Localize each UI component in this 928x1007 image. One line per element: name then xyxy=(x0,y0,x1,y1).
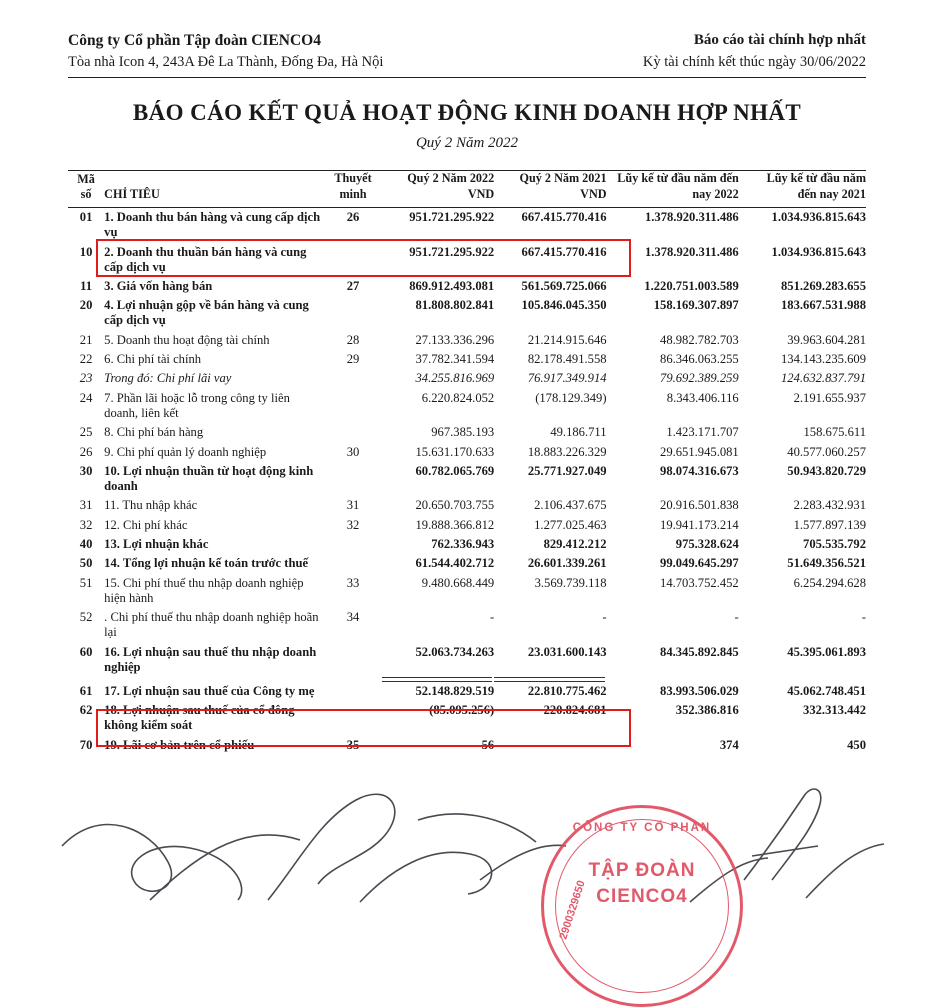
table-row xyxy=(68,350,866,369)
row-ytd-2022: 352.386.816 xyxy=(675,703,739,718)
row-ytd-2021: 2.191.655.937 xyxy=(793,390,866,405)
row-code: 20 xyxy=(79,298,93,313)
row-q2-2021: 76.917.349.914 xyxy=(527,371,607,386)
row-indicator: . Chi phí thuế thu nhập doanh nghiệp hoãn lại xyxy=(104,610,319,640)
row-note: 29 xyxy=(346,352,360,367)
row-ytd-2021: 1.034.936.815.643 xyxy=(771,210,866,225)
row-code: 52 xyxy=(79,610,93,625)
row-q2-2021: 105.846.045.350 xyxy=(521,298,607,313)
row-ytd-2022: 1.423.171.707 xyxy=(666,425,739,440)
row-ytd-2022: 1.220.751.003.589 xyxy=(644,278,739,293)
row-indicator: 2. Doanh thu thuần bán hàng và cung cấp dịch vụ xyxy=(104,244,307,274)
row-q2-2021: (178.129.349) xyxy=(535,390,607,405)
row-code: 51 xyxy=(79,575,93,590)
row-indicator: 10. Lợi nhuận thuần từ hoạt động kinh doanh xyxy=(104,463,314,493)
row-code: 70 xyxy=(79,737,93,752)
col-header-q2-2022 xyxy=(382,171,494,207)
row-q2-2022: 19.888.366.812 xyxy=(415,517,495,532)
row-q2-2022: 27.133.336.296 xyxy=(415,332,495,347)
row-q2-2021: 829.412.212 xyxy=(543,537,607,552)
row-note xyxy=(324,369,382,388)
row-code: 25 xyxy=(79,425,93,440)
row-ytd-2021: 183.667.531.988 xyxy=(780,298,866,313)
row-q2-2021: 49.186.711 xyxy=(550,425,607,440)
row-note xyxy=(324,682,382,701)
row-indicator: 6. Chi phí tài chính xyxy=(104,352,202,367)
row-q2-2022: 52.063.734.263 xyxy=(415,644,495,659)
row-code: 21 xyxy=(79,332,93,347)
row-note xyxy=(324,296,382,330)
table-row xyxy=(68,701,866,735)
row-q2-2021: 2.106.437.675 xyxy=(534,498,607,513)
row-code: 32 xyxy=(79,517,93,532)
col-header-ytd-2021 xyxy=(739,171,866,207)
stamp-line-1: TẬP ĐOÀN xyxy=(588,860,696,881)
table-row xyxy=(68,277,866,296)
row-ytd-2022: 975.328.624 xyxy=(675,537,739,552)
row-ytd-2022: 48.982.782.703 xyxy=(660,332,739,347)
row-q2-2021: - xyxy=(602,610,607,625)
row-ytd-2021: 51.649.356.521 xyxy=(787,556,866,571)
col-header-code-line2: số xyxy=(80,186,92,201)
col-header-q2-2021 xyxy=(494,171,606,207)
row-code: 01 xyxy=(79,210,93,225)
row-indicator: 19. Lãi cơ bản trên cổ phiếu xyxy=(104,737,255,752)
row-indicator: 17. Lợi nhuận sau thuế của Công ty mẹ xyxy=(104,683,315,698)
table-row xyxy=(68,642,866,676)
table-body xyxy=(68,207,866,754)
row-q2-2022: 6.220.824.052 xyxy=(421,390,495,405)
row-ytd-2022: 19.941.173.214 xyxy=(660,517,739,532)
table-row xyxy=(68,330,866,349)
row-q2-2021: 25.771.927.049 xyxy=(527,463,607,478)
table-row xyxy=(68,496,866,515)
stamp-arc-text: CÔNG TY CỔ PHẦN xyxy=(572,822,712,834)
row-note xyxy=(324,389,382,423)
row-q2-2022: 20.650.703.755 xyxy=(415,498,495,513)
row-note: 30 xyxy=(346,444,360,459)
col-header-q2-2022-line1: Quý 2 Năm 2022 xyxy=(407,171,495,186)
row-ytd-2021: 39.963.604.281 xyxy=(787,332,866,347)
table-row xyxy=(68,242,866,276)
row-ytd-2021: 124.632.837.791 xyxy=(780,371,866,386)
table-row xyxy=(68,515,866,534)
row-code: 26 xyxy=(79,444,93,459)
row-q2-2022: 762.336.943 xyxy=(431,537,495,552)
row-q2-2022: 56 xyxy=(481,737,495,752)
row-indicator: 8. Chi phí bán hàng xyxy=(104,425,204,440)
row-q2-2021: 1.277.025.463 xyxy=(534,517,607,532)
row-note: 35 xyxy=(346,737,360,752)
row-ytd-2022: 99.049.645.297 xyxy=(660,556,739,571)
row-code: 62 xyxy=(79,703,93,718)
col-header-indicator: CHỈ TIÊU xyxy=(104,186,160,201)
row-indicator: 5. Doanh thu hoạt động tài chính xyxy=(104,332,270,347)
row-q2-2021: 561.569.725.066 xyxy=(521,278,607,293)
row-indicator: 13. Lợi nhuận khác xyxy=(104,537,209,552)
row-code: 31 xyxy=(79,498,93,513)
col-header-q2-2021-line1: Quý 2 Năm 2021 xyxy=(519,171,607,186)
row-code: 61 xyxy=(79,683,93,698)
stamp-inner-ring xyxy=(555,819,729,993)
row-q2-2021: 667.415.770.416 xyxy=(521,244,607,259)
row-note: 34 xyxy=(346,610,360,625)
row-ytd-2021: 1.577.897.139 xyxy=(793,517,866,532)
row-q2-2022: (85.095.256) xyxy=(429,703,495,718)
income-statement-table xyxy=(68,170,866,754)
table-row xyxy=(68,574,866,608)
row-indicator: 4. Lợi nhuận gộp về bán hàng và cung cấp dịch vụ xyxy=(104,298,309,328)
stamp-line-2: CIENCO4 xyxy=(596,886,688,907)
row-note: 31 xyxy=(346,498,360,513)
table-row xyxy=(68,462,866,496)
table-row xyxy=(68,735,866,754)
row-note xyxy=(324,242,382,276)
row-ytd-2022: 98.074.316.673 xyxy=(660,463,739,478)
col-header-q2-2021-unit: VND xyxy=(580,186,607,201)
document-header xyxy=(68,30,866,78)
row-ytd-2022: 8.343.406.116 xyxy=(666,390,739,405)
row-q2-2022: 951.721.295.922 xyxy=(409,244,495,259)
row-q2-2022: 34.255.816.969 xyxy=(415,371,495,386)
row-ytd-2022: 86.346.063.255 xyxy=(660,352,739,367)
table-row xyxy=(68,535,866,554)
col-header-note-line1: Thuyết xyxy=(334,171,372,186)
table-row xyxy=(68,554,866,573)
row-q2-2022: 951.721.295.922 xyxy=(409,210,495,225)
row-note: 32 xyxy=(346,517,360,532)
row-q2-2022: 967.385.193 xyxy=(431,425,495,440)
row-note: 28 xyxy=(346,332,360,347)
row-note xyxy=(324,701,382,735)
row-code: 60 xyxy=(79,644,93,659)
header-left-block xyxy=(68,30,383,73)
row-q2-2022: 61.544.402.712 xyxy=(415,556,495,571)
row-ytd-2022: 79.692.389.259 xyxy=(660,371,739,386)
row-indicator: 3. Giá vốn hàng bán xyxy=(104,278,213,293)
row-code: 22 xyxy=(79,352,93,367)
row-ytd-2021: 705.535.792 xyxy=(803,537,866,552)
row-ytd-2022: 158.169.307.897 xyxy=(653,298,739,313)
stamp-tax-code: 2900329650 xyxy=(557,879,588,941)
row-ytd-2022: 14.703.752.452 xyxy=(660,575,739,590)
row-indicator: 11. Thu nhập khác xyxy=(104,498,198,513)
col-header-code-line1: Mã xyxy=(77,171,95,186)
table-header xyxy=(68,171,866,208)
row-q2-2021 xyxy=(494,735,606,754)
row-note xyxy=(324,423,382,442)
row-ytd-2021: 2.283.432.931 xyxy=(793,498,866,513)
row-note xyxy=(324,554,382,573)
company-stamp xyxy=(541,805,743,1007)
table-row xyxy=(68,369,866,388)
row-ytd-2021: 450 xyxy=(847,737,866,752)
row-ytd-2022: 1.378.920.311.486 xyxy=(644,244,739,259)
row-code: 30 xyxy=(79,463,93,478)
row-code: 50 xyxy=(79,556,93,571)
row-q2-2022: 9.480.668.449 xyxy=(421,575,495,590)
row-q2-2021: 22.810.775.462 xyxy=(527,683,607,698)
row-indicator: 16. Lợi nhuận sau thuế thu nhập doanh nghiệp xyxy=(104,644,317,674)
row-ytd-2022: 374 xyxy=(719,737,739,752)
row-indicator: 18. Lợi nhuận sau thuế của cổ đông không kiểm soát xyxy=(104,703,295,733)
table-row xyxy=(68,389,866,423)
row-ytd-2021: - xyxy=(861,610,866,625)
col-header-note xyxy=(324,171,382,207)
table-row xyxy=(68,682,866,701)
row-ytd-2022: 84.345.892.845 xyxy=(660,644,739,659)
company-name: Công ty Cổ phần Tập đoàn CIENCO4 xyxy=(68,32,321,49)
col-header-note-line2: minh xyxy=(339,186,367,201)
row-ytd-2022: 1.378.920.311.486 xyxy=(644,210,739,225)
col-header-q2-2022-unit: VND xyxy=(467,186,495,201)
row-code: 11 xyxy=(80,278,93,293)
row-q2-2022: 869.912.493.081 xyxy=(409,278,495,293)
col-header-code xyxy=(68,171,104,207)
row-q2-2021: 3.569.739.118 xyxy=(534,575,607,590)
row-ytd-2022: - xyxy=(734,610,739,625)
row-ytd-2021: 45.062.748.451 xyxy=(787,683,866,698)
page-subtitle: Quý 2 Năm 2022 xyxy=(415,135,519,152)
row-q2-2021: 82.178.491.558 xyxy=(527,352,607,367)
table-row xyxy=(68,296,866,330)
col-header-ytd-2022-line1: Lũy kế từ đầu năm đến xyxy=(617,171,739,186)
col-header-ytd-2022 xyxy=(607,171,739,207)
col-header-ytd-2022-line2: nay 2022 xyxy=(692,186,739,201)
row-q2-2021: 220.824.681 xyxy=(543,703,607,718)
row-q2-2022: 60.782.065.769 xyxy=(415,463,495,478)
table-row xyxy=(68,442,866,461)
row-ytd-2022: 83.993.506.029 xyxy=(660,683,739,698)
row-ytd-2021: 332.313.442 xyxy=(803,703,866,718)
row-indicator: Trong đó: Chi phí lãi vay xyxy=(104,371,232,386)
row-q2-2022: - xyxy=(490,610,495,625)
row-q2-2022: 37.782.341.594 xyxy=(415,352,495,367)
row-code: 10 xyxy=(79,244,93,259)
row-q2-2022: 15.631.170.633 xyxy=(415,444,495,459)
row-code: 40 xyxy=(79,537,93,552)
row-indicator: 9. Chi phí quản lý doanh nghiệp xyxy=(104,444,267,459)
row-q2-2021: 18.883.226.329 xyxy=(527,444,607,459)
page-title: BÁO CÁO KẾT QUẢ HOẠT ĐỘNG KINH DOANH HỢP NHẤT xyxy=(132,100,802,126)
header-right-block xyxy=(643,30,866,73)
report-period: Kỳ tài chính kết thúc ngày 30/06/2022 xyxy=(642,53,866,70)
row-ytd-2021: 1.034.936.815.643 xyxy=(771,244,866,259)
row-q2-2021: 667.415.770.416 xyxy=(521,210,607,225)
row-note: 26 xyxy=(346,210,360,225)
row-q2-2022: 52.148.829.519 xyxy=(415,683,495,698)
row-indicator: 7. Phần lãi hoặc lỗ trong công ty liên doanh, liên kết xyxy=(104,390,290,420)
row-ytd-2022: 29.651.945.081 xyxy=(660,444,739,459)
row-indicator: 15. Chi phí thuế thu nhập doanh nghiệp hiện hành xyxy=(104,575,304,605)
row-ytd-2021: 6.254.294.628 xyxy=(793,575,866,590)
row-note xyxy=(324,462,382,496)
row-ytd-2021: 134.143.235.609 xyxy=(780,352,866,367)
row-note: 33 xyxy=(346,575,360,590)
row-indicator: 12. Chi phí khác xyxy=(104,517,188,532)
row-q2-2021: 26.601.339.261 xyxy=(527,556,607,571)
row-ytd-2021: 50.943.820.729 xyxy=(787,463,866,478)
report-kind: Báo cáo tài chính hợp nhất xyxy=(693,32,866,48)
row-note xyxy=(324,642,382,676)
row-indicator: 1. Doanh thu bán hàng và cung cấp dịch vụ xyxy=(104,210,321,240)
row-ytd-2021: 40.577.060.257 xyxy=(787,444,866,459)
row-ytd-2022: 20.916.501.838 xyxy=(660,498,739,513)
row-note: 27 xyxy=(346,278,360,293)
table-row xyxy=(68,423,866,442)
row-q2-2022: 81.808.802.841 xyxy=(415,298,495,313)
row-note xyxy=(324,535,382,554)
col-header-ytd-2021-line2: đến nay 2021 xyxy=(797,186,866,201)
row-q2-2021: 23.031.600.143 xyxy=(527,644,607,659)
row-indicator: 14. Tổng lợi nhuận kế toán trước thuế xyxy=(104,556,309,571)
table-row xyxy=(68,207,866,242)
row-code: 23 xyxy=(79,371,93,386)
table-row xyxy=(68,608,866,642)
row-q2-2021: 21.214.915.646 xyxy=(527,332,607,347)
col-header-ytd-2021-line1: Lũy kế từ đầu năm xyxy=(766,171,866,186)
row-code: 24 xyxy=(79,390,93,405)
row-ytd-2021: 158.675.611 xyxy=(803,425,866,440)
row-ytd-2021: 851.269.283.655 xyxy=(780,278,866,293)
company-address: Tòa nhà Icon 4, 243A Đê La Thành, Đống Đa, Hà Nội xyxy=(68,54,384,71)
row-ytd-2021: 45.395.061.893 xyxy=(787,644,866,659)
